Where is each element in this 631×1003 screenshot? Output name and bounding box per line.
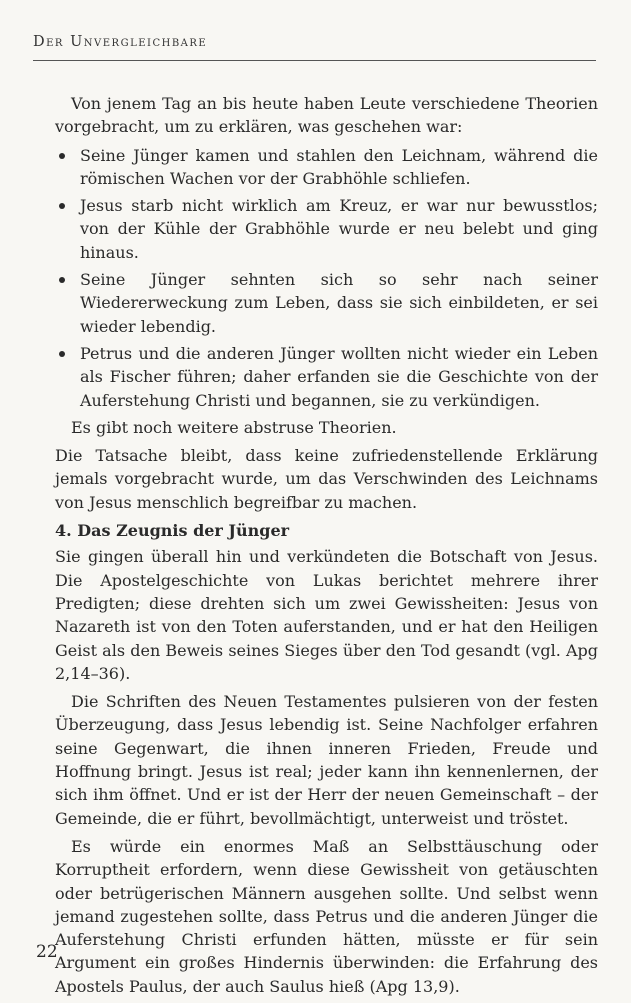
section-paragraph: Die Schriften des Neuen Testamentes pulsieren von der festen Überzeugung, dass Jesus lebendig ist. Seine Nachfolger erfahren seine Gegenwart, die ihnen inneren Frieden, Freude und Hoffnung bringt. Jesus ist real; jeder kann ihn kennenlernen, der sich ihm öffnet. Und er ist der Herr der neuen Gemeinschaft – der Gemeinde, die er führt, bevollmächtigt, unterweist und tröstet. — [55, 692, 598, 828]
list-item-text: Petrus und die anderen Jünger wollten nicht wieder ein Leben als Fischer führen; daher erfanden sie die Geschichte von der Auferstehung Christi und begannen, sie zu verkündigen. — [80, 343, 598, 410]
list-item — [55, 194, 598, 264]
running-head: Der Unvergleichbare — [33, 34, 208, 50]
list-item-text: Seine Jünger sehnten sich so sehr nach seiner Wiedererweckung zum Leben, dass sie sich einbildeten, er sei wieder lebendig. — [80, 270, 598, 336]
bullet-icon — [59, 277, 65, 283]
intro-paragraph: Von jenem Tag an bis heute haben Leute verschiedene Theorien vorgebracht, um zu erklären, was geschehen war: — [55, 94, 598, 137]
list-item — [55, 268, 598, 338]
section-heading: 4. Das Zeugnis der Jünger — [55, 521, 290, 541]
list-item-text: Jesus starb nicht wirklich am Kreuz, er war nur bewusstlos; von der Kühle der Grabhöhle wurde er neu belebt und ging hinaus. — [80, 196, 598, 262]
list-item — [55, 144, 598, 191]
header-rule — [33, 60, 596, 61]
fact-paragraph: Die Tatsache bleibt, dass keine zufriedenstellende Erklärung jemals vorgebracht wurde, um das Verschwinden des Leichnams von Jesus menschlich begreifbar zu machen. — [55, 446, 598, 512]
list-item — [55, 342, 598, 412]
page-number: 22 — [36, 942, 58, 962]
bullet-icon — [59, 153, 65, 159]
list-item-text: Seine Jünger kamen und stahlen den Leichnam, während die römischen Wachen vor der Grabhöhle schliefen. — [80, 145, 598, 188]
more-theories-paragraph: Es gibt noch weitere abstruse Theorien. — [71, 417, 397, 437]
bullet-icon — [59, 351, 65, 357]
section-paragraph: Es würde ein enormes Maß an Selbsttäuschung oder Korruptheit erfordern, wenn diese Gewissheit von getäuschten oder betrügerischen Männern ausgehen sollte. Und selbst wenn jemand zugestehen sollte, dass Petrus und die anderen Jünger die Auferstehung Christi erfunden hätten, müsste er für sein Argument ein großes Hindernis überwinden: die Erfahrung des Apostels Paulus, der auch Saulus hieß (Apg 13,9). — [55, 836, 598, 996]
theories-list — [55, 144, 598, 412]
page-body — [55, 92, 598, 1003]
bullet-icon — [59, 203, 65, 209]
section-paragraph: Sie gingen überall hin und verkündeten die Botschaft von Jesus. Die Apostelgeschichte von Lukas berichtet mehrere ihrer Predigten; diese drehten sich um zwei Gewissheiten: Jesus von Nazareth ist von den Toten auferstanden, und er hat den Heiligen Geist als den Beweis seines Sieges über den Tod gesandt (vgl. Apg 2,14–36). — [55, 547, 598, 683]
